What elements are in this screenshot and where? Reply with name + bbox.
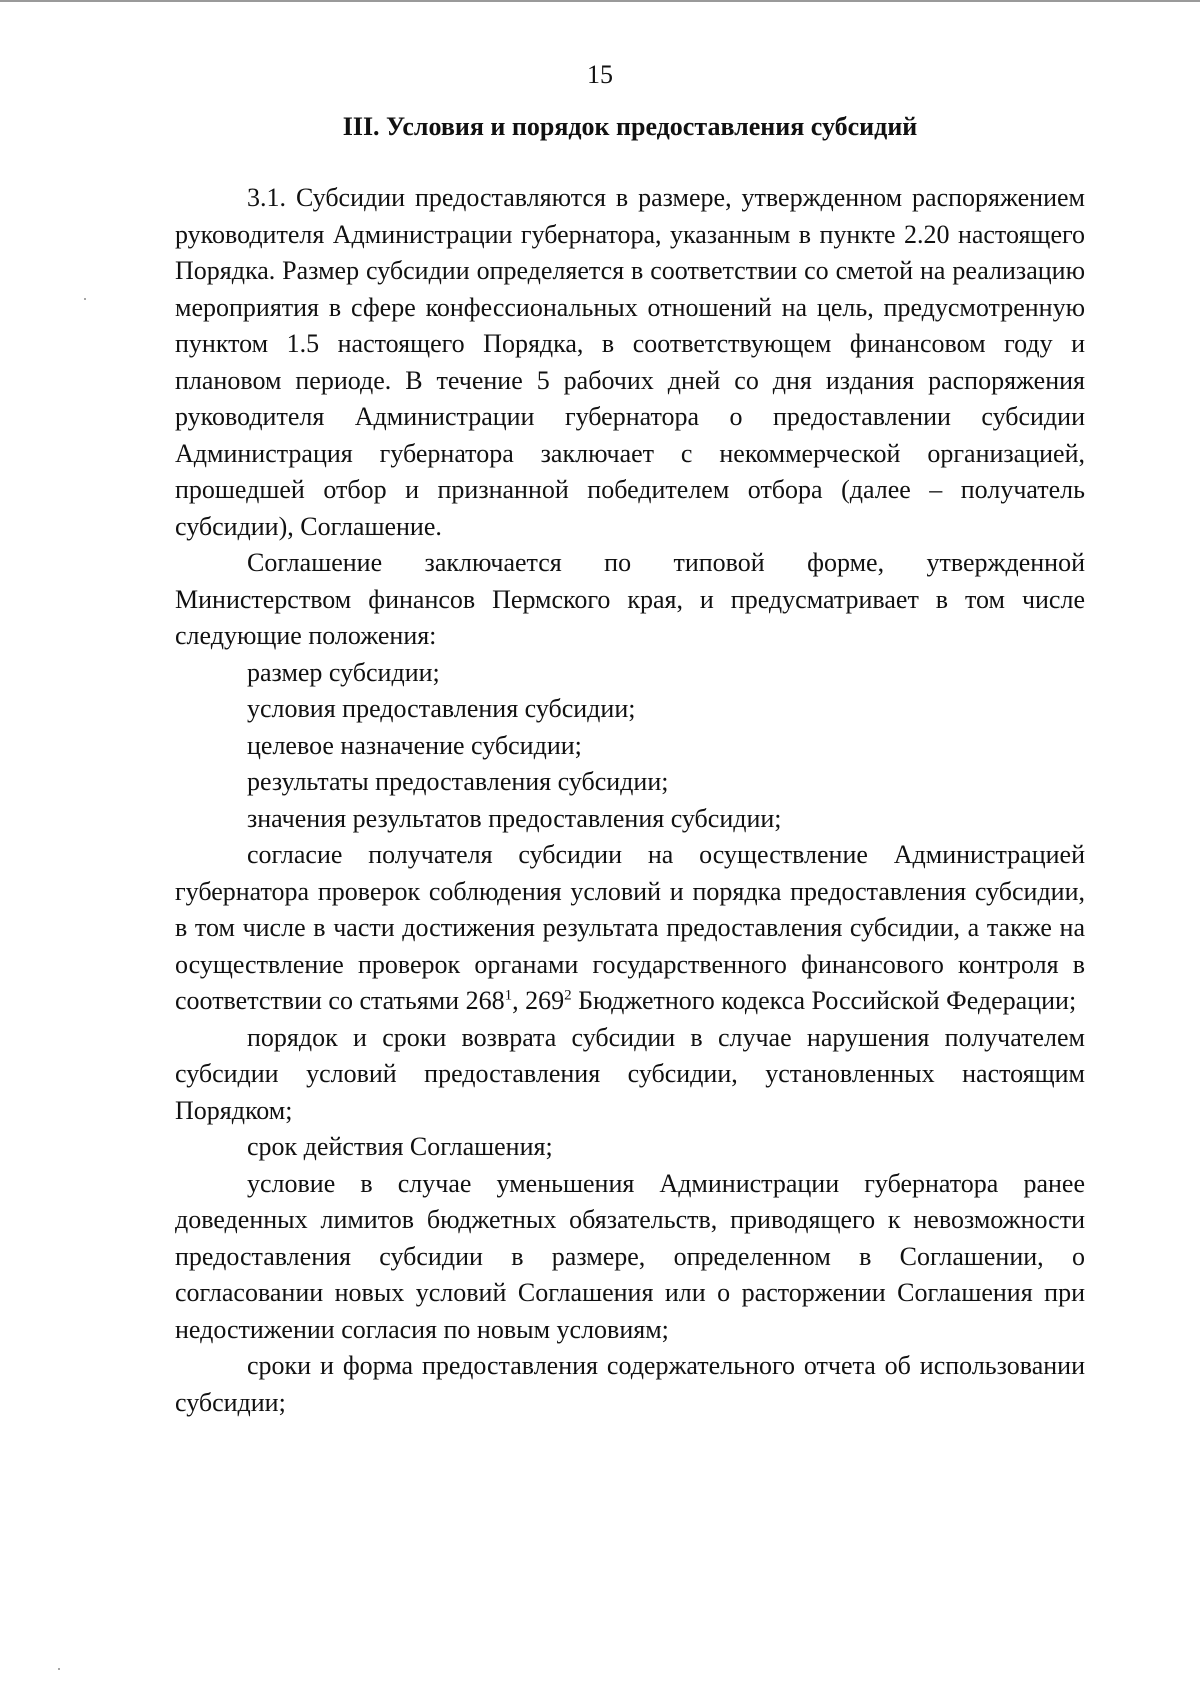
paragraph-agreement: Соглашение заключается по типовой форме, утвержденной Министерством финансов Пермского края, и предусматривает в том числе следующие положения: — [175, 548, 1085, 650]
paragraph-consent — [175, 837, 1085, 1020]
paragraph-condition: условие в случае уменьшения Администрации губернатора ранее доведенных лимитов бюджетных обязательств, приводящего к невозможности предоставления субсидии в размере, определенном в Соглашении, о согласовании новых условий Соглашения или о расторжении Соглашения при недостижении согласия по новым условиям; — [175, 1168, 1085, 1344]
superscript-1: 1 — [504, 987, 513, 1004]
page-number: 15 — [587, 60, 613, 89]
superscript-2: 2 — [564, 987, 572, 1004]
list-item: целевое назначение субсидии; — [247, 730, 582, 760]
paragraph-return: порядок и сроки возврата субсидии в случае нарушения получателем субсидии условий предоставления субсидии, установленных настоящим Порядком; — [175, 1022, 1085, 1125]
consent-text-part-3: Бюджетного кодекса Российской Федерации; — [571, 986, 1077, 1015]
consent-text-part-2: , 269 — [512, 986, 565, 1015]
consent-text-part-1: согласие получателя субсидии на осуществление Администрацией губернатора проверок соблюдения условий и порядка предоставления субсидии, в том числе в части достижения результата предоставления субсидии, а также на осуществление проверок органами государственного финансового контроля в соответствии со статьями 268 — [175, 840, 1085, 1015]
scan-speck — [84, 298, 86, 300]
paragraph-3-1: 3.1. Субсидии предоставляются в размере, утвержденном распоряжением руководителя Администрации губернатора, указанным в пункте 2.20 настоящего Порядка. Размер субсидии определяется в соответствии со сметой на реализацию мероприятия в сфере конфессиональных отношений на цель, предусмотренную пунктом 1.5 настоящего Порядка, в соответствующем финансовом году и плановом периоде. В течение 5 рабочих дней со дня издания распоряжения руководителя Администрации губернатора о предоставлении субсидии Администрация губернатора заключает с некоммерческой организацией, прошедшей отбор и признанной победителем отбора (далее – получатель субсидии), Соглашение. — [175, 183, 1085, 541]
scan-top-edge — [0, 0, 1200, 2]
list-item: условия предоставления субсидии; — [247, 694, 636, 723]
paragraph-report: сроки и форма предоставления содержательного отчета об использовании субсидии; — [175, 1351, 1085, 1417]
section-title: III. Условия и порядок предоставления субсидий — [342, 112, 918, 141]
scan-speck — [58, 1668, 60, 1670]
list-item: результаты предоставления субсидии; — [247, 767, 669, 796]
document-body — [175, 180, 1085, 1421]
paragraph-term: срок действия Соглашения; — [247, 1132, 553, 1161]
list-item: значения результатов предоставления субсидии; — [247, 803, 782, 833]
list-item: размер субсидии; — [247, 657, 440, 687]
